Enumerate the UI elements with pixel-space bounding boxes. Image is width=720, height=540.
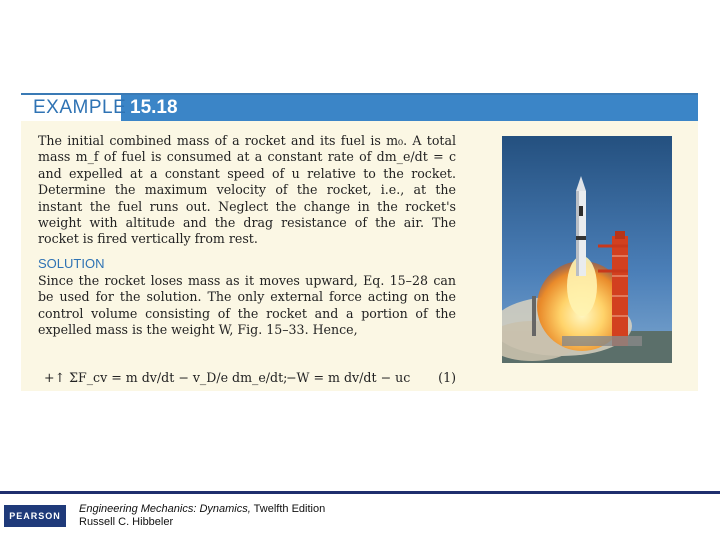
rocket-launch-illustration bbox=[502, 136, 672, 363]
example-header bbox=[21, 95, 698, 121]
equation-lhs: +↑ ΣF_cv = m dv/dt − v_D/e dm_e/dt; bbox=[44, 370, 288, 385]
footer-rule bbox=[0, 491, 720, 494]
example-panel bbox=[21, 93, 698, 391]
footer-book-title: Engineering Mechanics: Dynamics, bbox=[79, 503, 251, 515]
solution-text: Since the rocket loses mass as it moves upward, Eq. 15–28 can be used for the solution. The only external force acting on the control volume consisting of the rocket and a portion of the expelled mass is the weight W, Fig. 15–33. Hence, bbox=[38, 273, 456, 338]
solution-heading: SOLUTION bbox=[38, 256, 105, 271]
example-number: 15.18 bbox=[130, 97, 178, 118]
footer-edition: Twelfth Edition bbox=[250, 503, 326, 515]
example-label: EXAMPLE bbox=[21, 95, 121, 121]
rocket-launch-photo bbox=[502, 136, 672, 363]
equation-rhs: −W = m dv/dt − uc bbox=[286, 370, 411, 385]
problem-statement: The initial combined mass of a rocket and its fuel is m₀. A total mass m_f of fuel is consumed at a constant rate of dm_e/dt = c and expelled at a constant speed of u relative to the rocket. Determine the maximum velocity of the rocket, i.e., at the instant the fuel runs out. Neglect the change in the rocket's weight with altitude and the drag resistance of the air. The rocket is fired vertically from rest. bbox=[38, 133, 456, 247]
equation-1 bbox=[38, 361, 456, 391]
equation-number: (1) bbox=[438, 370, 456, 385]
footer-citation bbox=[79, 503, 325, 529]
pearson-logo: PEARSON bbox=[4, 505, 66, 527]
footer-author: Russell C. Hibbeler bbox=[79, 516, 174, 528]
